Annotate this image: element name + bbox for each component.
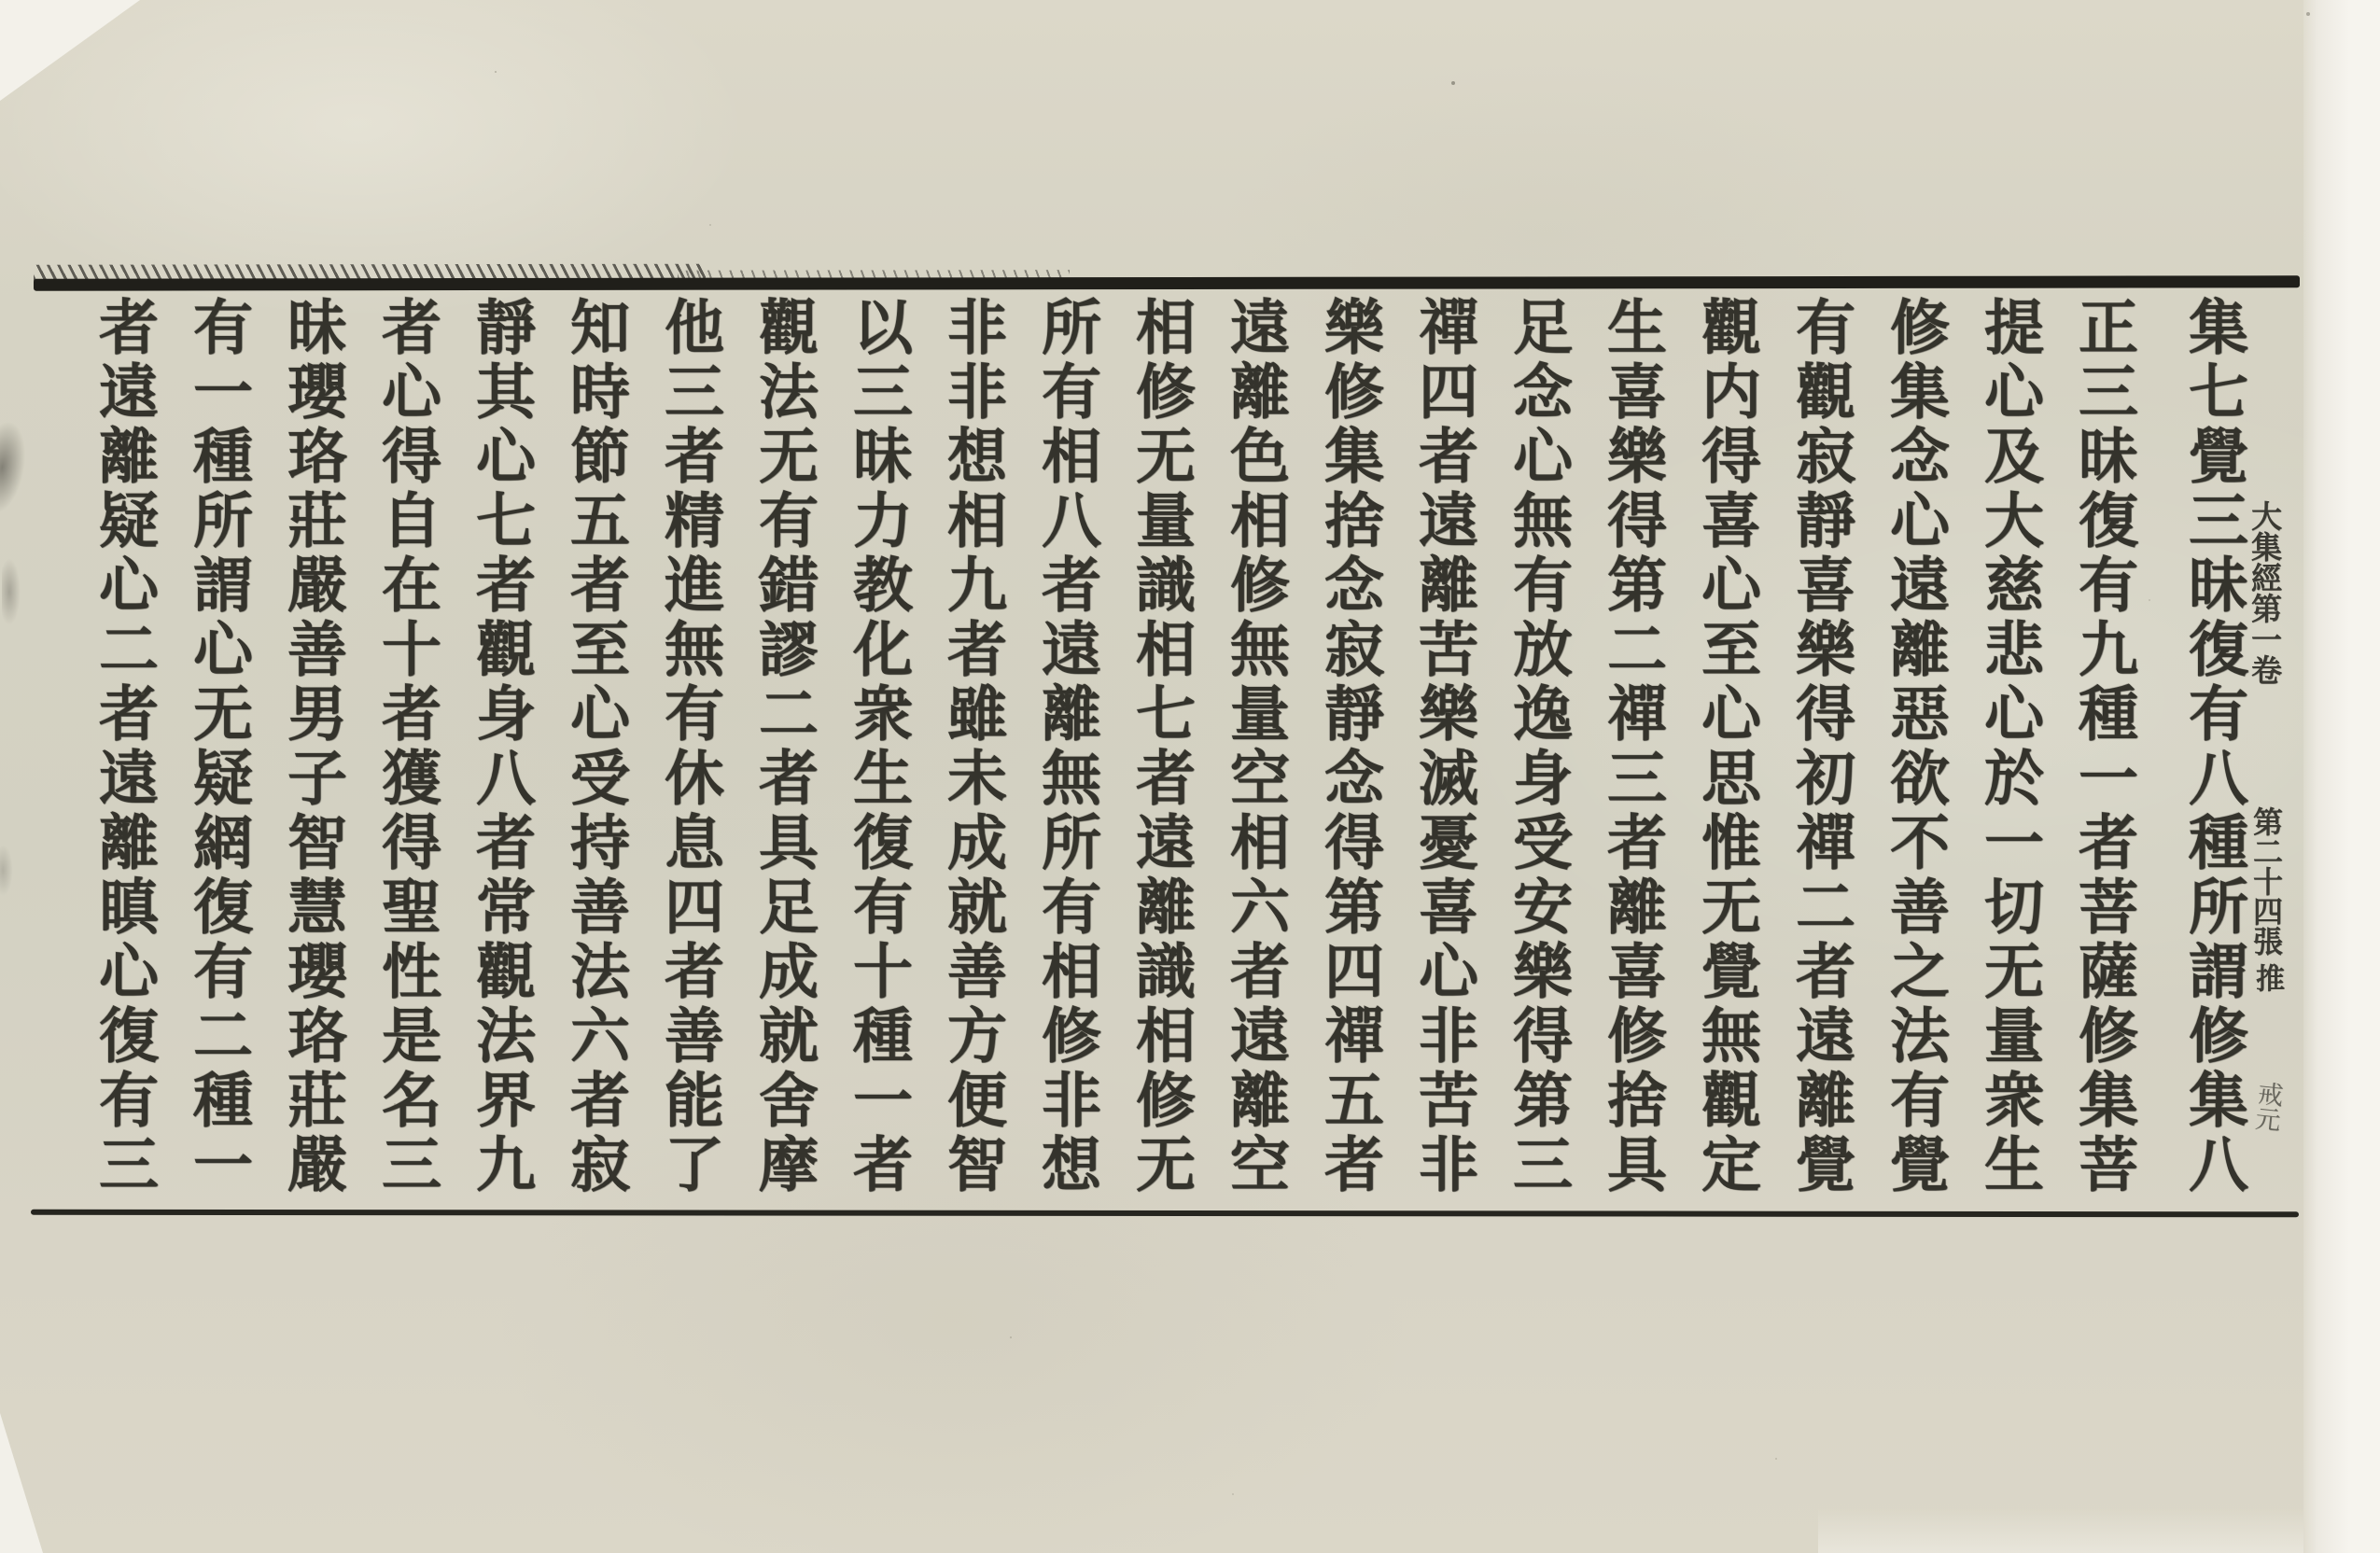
text-column: 觀内得喜心至心思惟无覺無觀定	[1691, 296, 1761, 1197]
scan-edge-right	[2303, 0, 2380, 1553]
text-column: 提心及大慈悲心於一切无量衆生	[1974, 296, 2044, 1197]
text-column: 他三者精進無有休息四者善能了	[654, 296, 724, 1197]
text-column: 正三昧復有九種一者菩薩修集菩	[2068, 296, 2138, 1197]
text-column: 知時節五者至心受持善法六者寂	[560, 296, 630, 1197]
text-block	[54, 296, 2246, 1212]
ink-smudge	[2, 558, 21, 625]
torn-corner-top-left	[0, 0, 140, 101]
text-column: 非非想相九者雖未成就善方便智	[937, 296, 1007, 1197]
text-column: 足念心無有放逸身受安樂得第三	[1503, 296, 1573, 1197]
rule-hatching-faint	[678, 270, 1070, 279]
ink-smudge	[0, 420, 32, 517]
paper-specks	[0, 0, 2, 2]
text-column: 相修无量識相七者遠離識相修无	[1126, 296, 1196, 1197]
text-column: 集七覺三昧復有八種所謂修集八	[2178, 296, 2248, 1197]
margin-volume-label: 大集經第一卷	[2247, 500, 2283, 685]
text-column: 者心得自在十者獲得聖性是名三	[371, 296, 441, 1197]
text-column: 者遠離疑心二者遠離瞋心復有三	[89, 296, 159, 1197]
text-column: 所有相八者遠離無所有相修非想	[1031, 296, 1101, 1197]
text-column: 以三昧力教化衆生復有十種一者	[843, 296, 913, 1197]
text-column: 觀法无有錯謬二者具足成就舍摩	[749, 296, 819, 1197]
text-column: 遠離色相修無量空相六者遠離空	[1220, 296, 1290, 1197]
text-column: 有一種所謂心无疑網復有二種一	[183, 296, 253, 1197]
text-column: 生喜樂得第二禪三者離喜修捨具	[1597, 296, 1667, 1197]
rule-hatching	[34, 264, 706, 281]
top-border-rule	[34, 275, 2300, 290]
margin-sheet-label: 第二十四張	[2248, 806, 2284, 956]
text-column: 有觀寂靜喜樂得初禪二者遠離覺	[1785, 296, 1855, 1197]
margin-engraver-mark: 戒元	[2249, 1079, 2284, 1133]
text-column: 修集念心遠離惡欲不善之法有覺	[1880, 296, 1950, 1197]
text-column: 樂修集捨念寂靜念得第四禪五者	[1314, 296, 1384, 1197]
torn-corner-bottom-left	[0, 1413, 43, 1553]
text-column: 禪四者遠離苦樂滅憂喜心非苦非	[1408, 296, 1478, 1197]
text-column: 靜其心七者觀身八者常觀法界九	[466, 296, 536, 1197]
margin-case-mark: 推	[2250, 963, 2284, 992]
ink-smudge	[0, 845, 13, 896]
text-column: 昧瓔珞莊嚴善男子智慧瓔珞莊嚴	[277, 296, 347, 1197]
scan-edge-bottom-right	[1818, 1508, 2303, 1553]
